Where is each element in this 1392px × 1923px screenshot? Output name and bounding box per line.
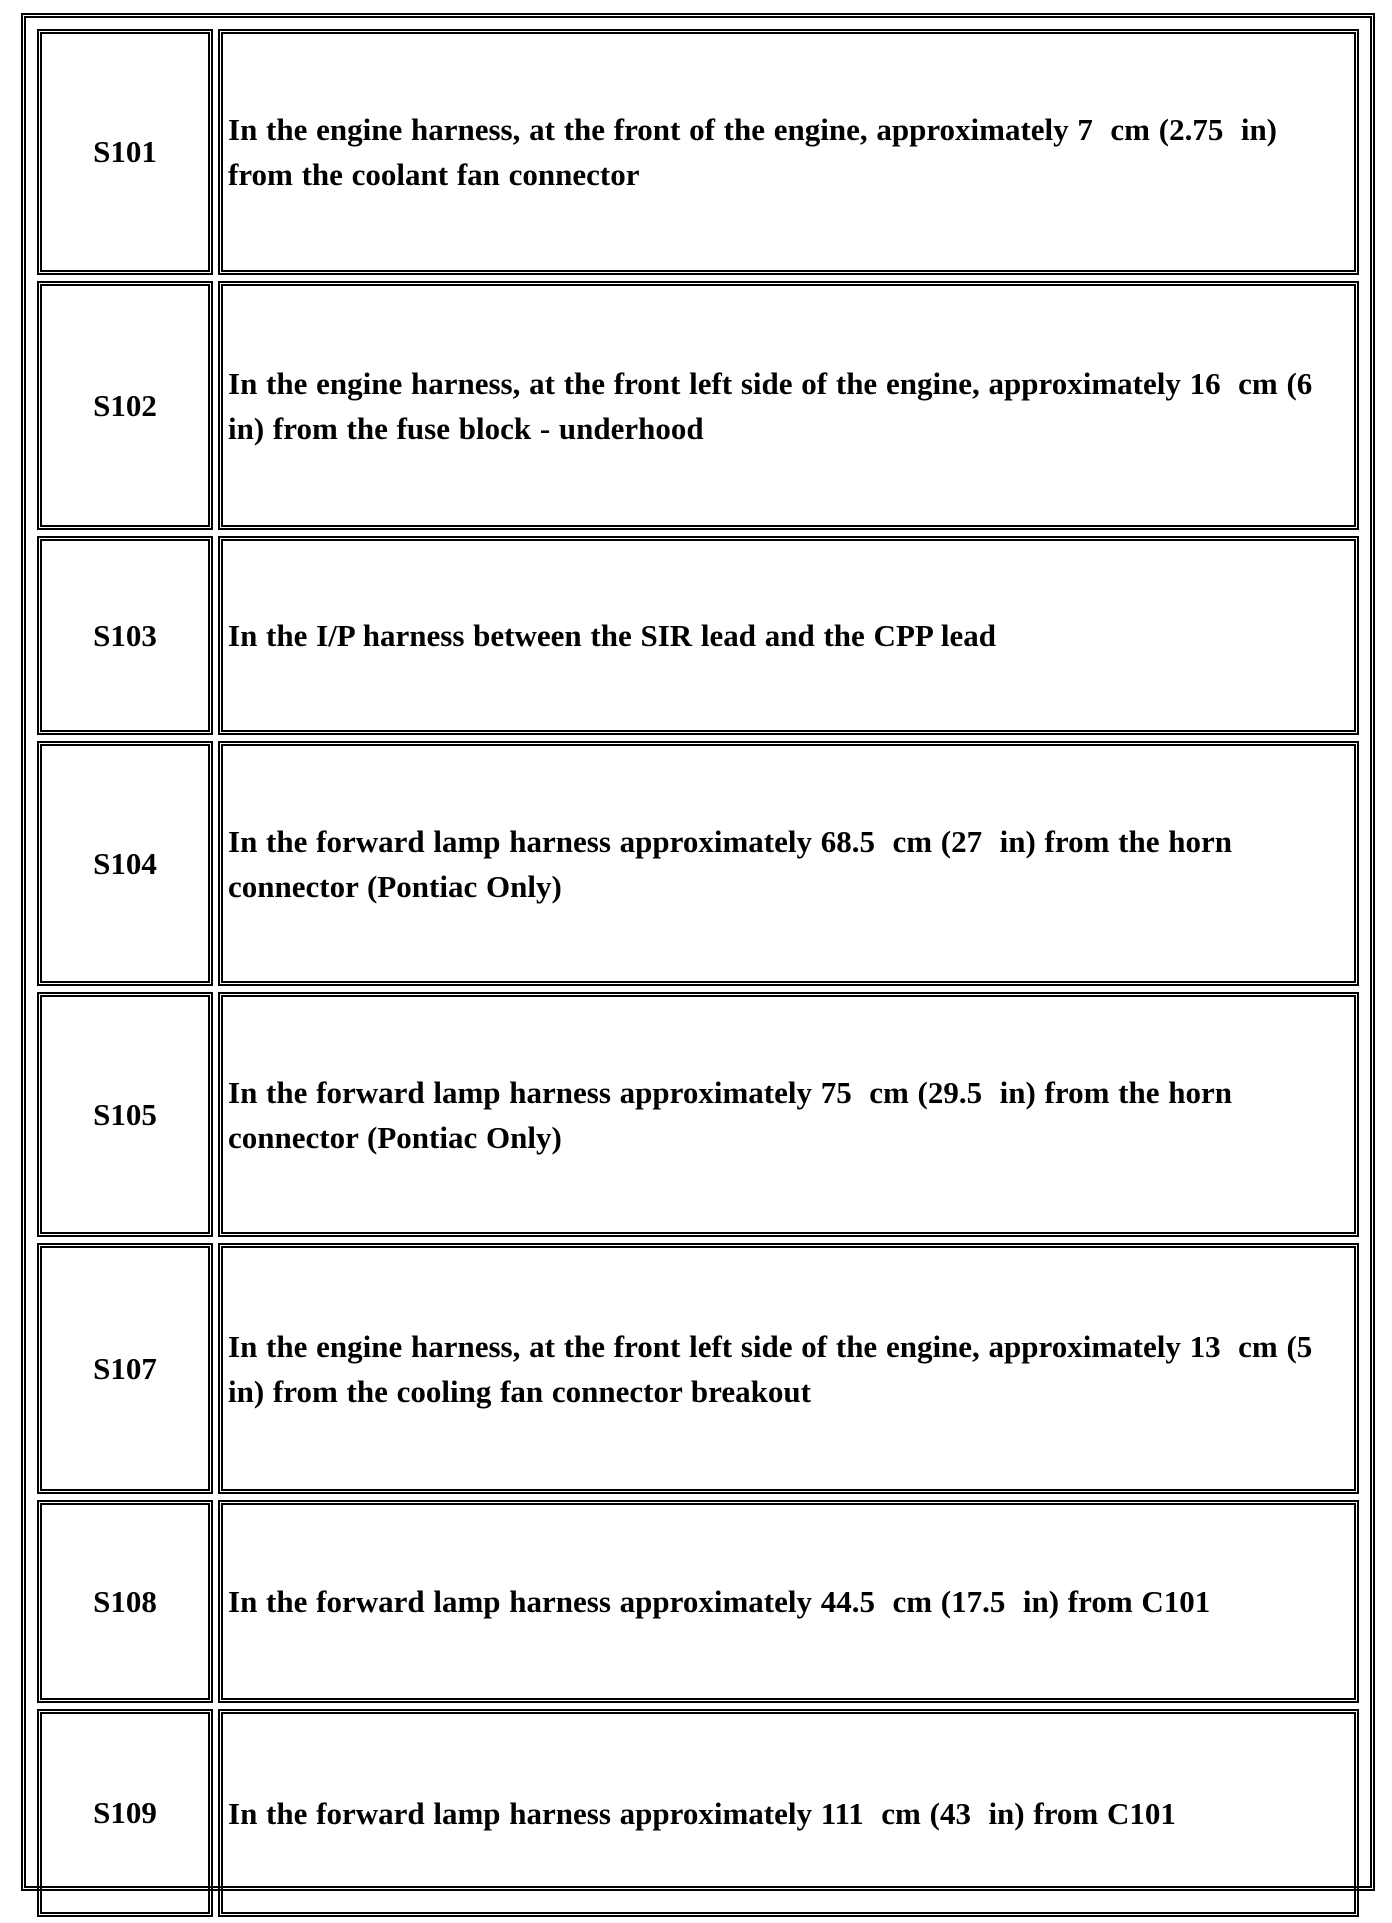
splice-location-cell: In the forward lamp harness approximately 68.5 cm (27 in) from the horn connector (Pontiac Only) xyxy=(218,741,1359,986)
splice-id-cell: S102 xyxy=(37,281,213,530)
splice-location-cell: In the engine harness, at the front of the engine, approximately 7 cm (2.75 in) from the coolant fan connector xyxy=(218,29,1359,275)
splice-location-cell: In the forward lamp harness approximately 111 cm (43 in) from C101 xyxy=(218,1709,1359,1917)
table-row xyxy=(37,29,1359,275)
splice-location-cell: In the engine harness, at the front left side of the engine, approximately 13 cm (5 in) from the cooling fan connector breakout xyxy=(218,1243,1359,1494)
table-row xyxy=(37,536,1359,735)
splice-id-cell: S108 xyxy=(37,1500,213,1703)
splice-id-cell: S101 xyxy=(37,29,213,275)
splice-location-cell: In the forward lamp harness approximately 44.5 cm (17.5 in) from C101 xyxy=(218,1500,1359,1703)
table-row xyxy=(37,1243,1359,1494)
splice-id-cell: S105 xyxy=(37,992,213,1237)
splice-id-cell: S109 xyxy=(37,1709,213,1917)
table-row xyxy=(37,1709,1359,1917)
splice-id-cell: S104 xyxy=(37,741,213,986)
splice-location-cell: In the I/P harness between the SIR lead and the CPP lead xyxy=(218,536,1359,735)
table-row xyxy=(37,741,1359,986)
table-row xyxy=(37,281,1359,530)
splice-location-cell: In the engine harness, at the front left side of the engine, approximately 16 cm (6 in) from the fuse block - underhood xyxy=(218,281,1359,530)
splice-location-table xyxy=(32,23,1364,1923)
splice-table-frame xyxy=(21,13,1375,1891)
table-row xyxy=(37,992,1359,1237)
splice-id-cell: S107 xyxy=(37,1243,213,1494)
splice-location-cell: In the forward lamp harness approximately 75 cm (29.5 in) from the horn connector (Pontiac Only) xyxy=(218,992,1359,1237)
table-row xyxy=(37,1500,1359,1703)
splice-id-cell: S103 xyxy=(37,536,213,735)
